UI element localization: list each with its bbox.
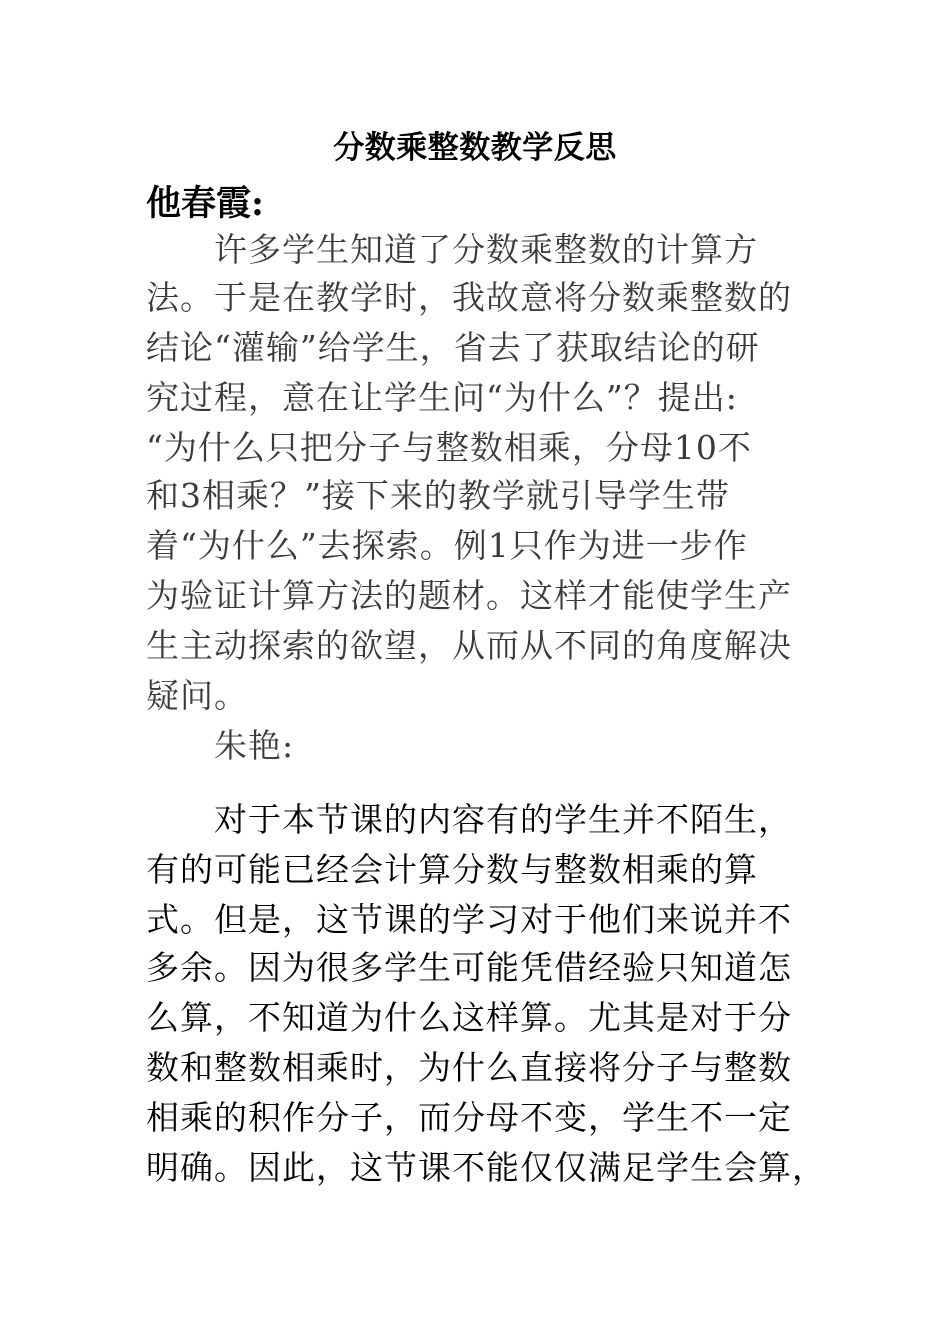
paragraph-line: 为验证计算方法的题材。这样才能使学生产 [146, 576, 792, 615]
paragraph-line: 法。于是在教学时，我故意将分数乘整数的 [146, 278, 792, 317]
paragraph-line: 和3相乘？”接下来的教学就引导学生带 [146, 476, 730, 515]
paragraph-line: 式。但是，这节课的学习对于他们来说并不 [146, 900, 792, 939]
paragraph-line: 数和整数相乘时，为什么直接将分子与整数 [146, 1048, 792, 1087]
paragraph-line: 究过程，意在让学生问“为什么”？提出: [146, 378, 738, 417]
paragraph-line: “为什么只把分子与整数相乘，分母10不 [146, 428, 752, 467]
document-title: 分数乘整数教学反思 [333, 130, 617, 166]
paragraph-line: 么算，不知道为什么这样算。尤其是对于分 [146, 998, 792, 1037]
paragraph-line: 多余。因为很多学生可能凭借经验只知道怎 [146, 948, 792, 987]
paragraph-line: 明确。因此，这节课不能仅仅满足学生会算， [146, 1148, 826, 1187]
paragraph-line: 相乘的积作分子，而分母不变，学生不一定 [146, 1098, 792, 1137]
paragraph-line: 许多学生知道了分数乘整数的计算方 [214, 230, 758, 269]
paragraph-line: 结论“灌输”给学生，省去了获取结论的研 [146, 328, 760, 367]
paragraph-line: 有的可能已经会计算分数与整数相乘的算 [146, 850, 758, 889]
author-name-second: 朱艳: [214, 726, 295, 765]
paragraph-line: 生主动探索的欲望，从而从不同的角度解决 [146, 626, 792, 665]
paragraph-line: 对于本节课的内容有的学生并不陌生， [214, 800, 792, 839]
paragraph-line: 疑问。 [146, 676, 248, 715]
paragraph-line: 着“为什么”去探索。例1只作为进一步作 [146, 526, 748, 565]
author-name-main: 他春霞: [146, 183, 264, 224]
